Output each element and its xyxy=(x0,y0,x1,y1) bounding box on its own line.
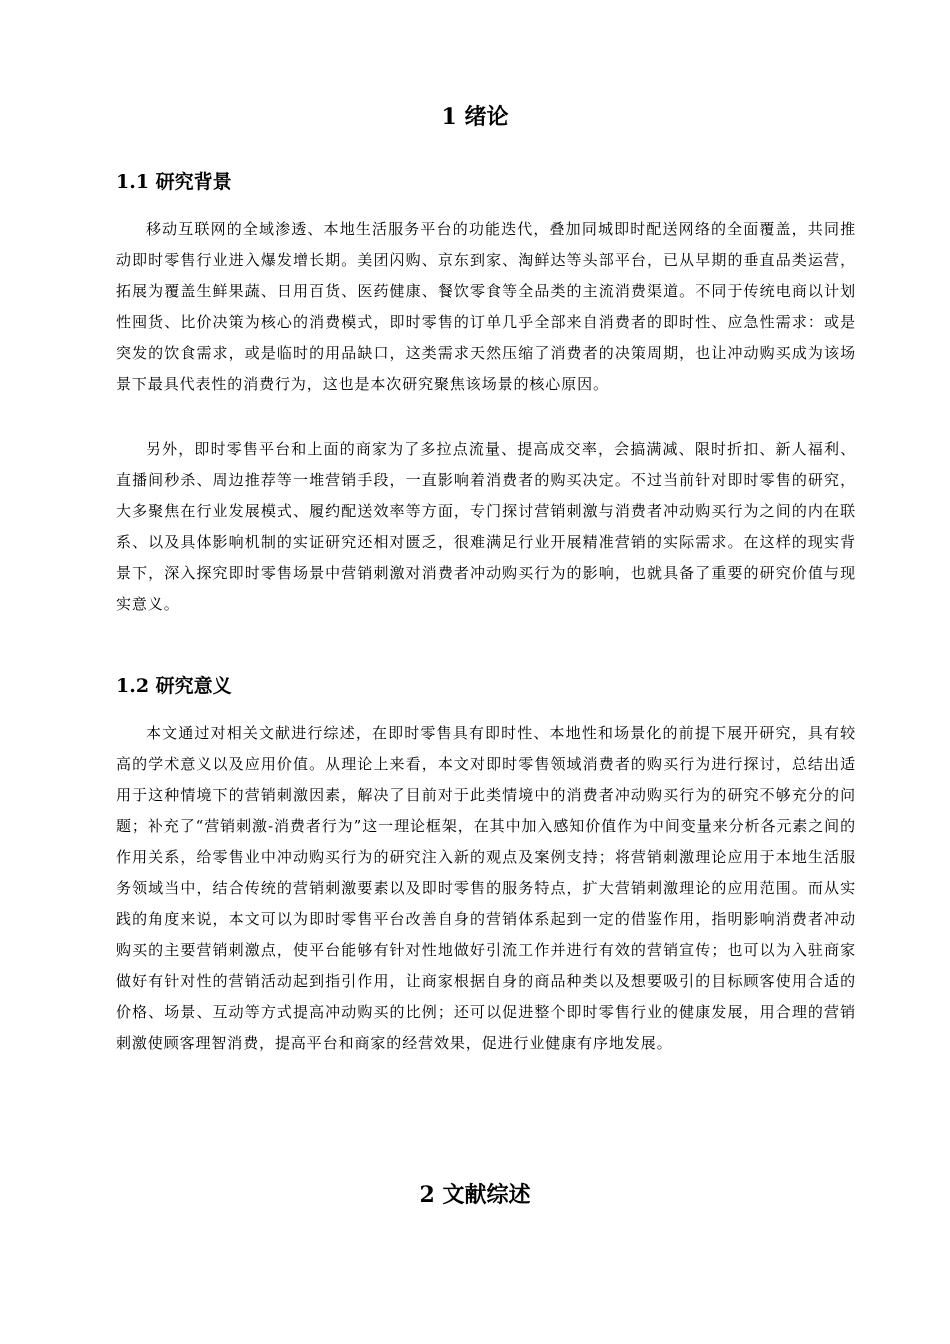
section-1-1-paragraph-2: 另外，即时零售平台和上面的商家为了多拉点流量、提高成交率，会搞满减、限时折扣、新人福利、直播间秒杀、周边推荐等一堆营销手段，一直影响着消费者的购买决定。不过当前针对即时零售的研究，大多聚焦在行业发展模式、履约配送效率等方面，专门探讨营销刺激与消费者冲动购买行为之间的内在联系、以及具体影响机制的实证研究还相对匮乏，很难满足行业开展精准营销的实际需求。在这样的现实背景下，深入探究即时零售场景中营销刺激对消费者冲动购买行为的影响，也就具备了重要的研究价值与现实意义。 xyxy=(116,440,856,613)
chapter-2-title: 2 文献综述 xyxy=(419,1182,531,1208)
section-1-1-title: 1.1 研究背景 xyxy=(116,171,232,193)
section-1-2-paragraph-1: 本文通过对相关文献进行综述，在即时零售具有即时性、本地性和场景化的前提下展开研究，具有较高的学术意义以及应用价值。从理论上来看，本文对即时零售领域消费者的购买行为进行探讨，总结出适用于这种情境下的营销刺激因素，解决了目前对于此类情境中的消费者冲动购买行为的研究不够充分的问题；补充了“营销刺激-消费者行为”这一理论框架，在其中加入感知价值作为中间变量来分析各元素之间的作用关系，给零售业中冲动购买行为的研究注入新的观点及案例支持；将营销刺激理论应用于本地生活服务领域当中，结合传统的营销刺激要素以及即时零售的服务特点，扩大营销刺激理论的应用范围。而从实践的角度来说，本文可以为即时零售平台改善自身的营销体系起到一定的借鉴作用，指明影响消费者冲动购买的主要营销刺激点，使平台能够有针对性地做好引流工作并进行有效的营销宣传；也可以为入驻商家做好有针对性的营销活动起到指引作用，让商家根据自身的商品种类以及想要吸引的目标顾客使用合适的价格、场景、互动等方式提高冲动购买的比例；还可以促进整个即时零售行业的健康发展，用合理的营销刺激使顾客理智消费，提高平台和商家的经营效果，促进行业健康有序地发展。 xyxy=(116,724,856,1052)
section-1-1-paragraph-1: 移动互联网的全域渗透、本地生活服务平台的功能迭代，叠加同城即时配送网络的全面覆盖，共同推动即时零售行业进入爆发增长期。美团闪购、京东到家、淘鲜达等头部平台，已从早期的垂直品类运营，拓展为覆盖生鲜果蔬、日用百货、医药健康、餐饮零食等全品类的主流消费渠道。不同于传统电商以计划性囤货、比价决策为核心的消费模式，即时零售的订单几乎全部来自消费者的即时性、应急性需求：或是突发的饮食需求，或是临时的用品缺口，这类需求天然压缩了消费者的决策周期，也让冲动购买成为该场景下最具代表性的消费行为，这也是本次研究聚焦该场景的核心原因。 xyxy=(116,220,856,393)
section-1-2-title: 1.2 研究意义 xyxy=(116,675,232,697)
chapter-1-title: 1 绪论 xyxy=(441,104,509,130)
